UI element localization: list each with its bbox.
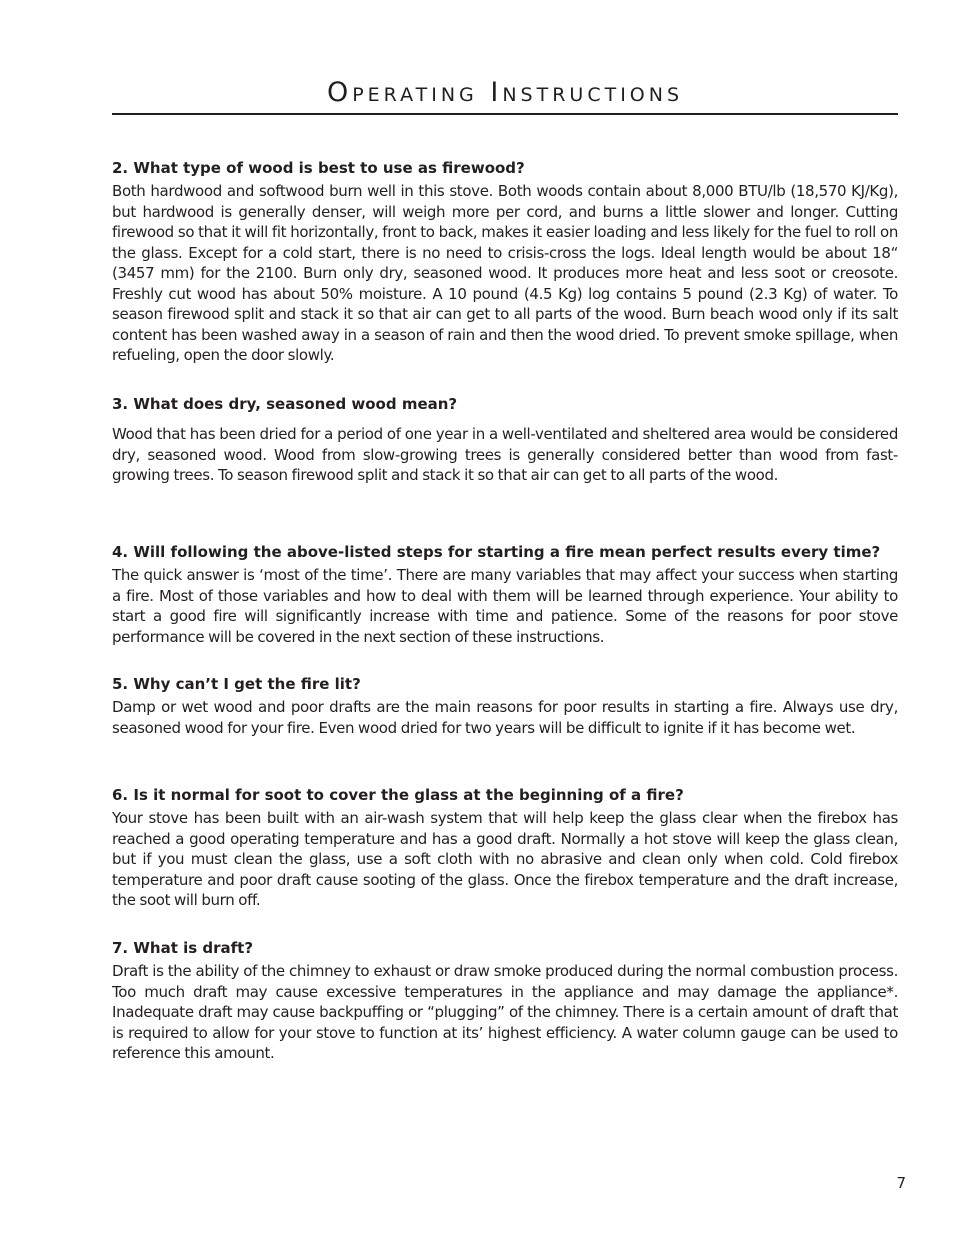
faq-section-draft [112, 938, 898, 1064]
faq-question: 7. What is draft? [112, 939, 254, 957]
title-divider [112, 113, 898, 115]
faq-section-wood-type [112, 158, 898, 366]
faq-question: 4. Will following the above-listed steps for starting a fire mean perfect results every time? [112, 543, 881, 561]
faq-section-seasoned-wood [112, 394, 898, 486]
faq-section-perfect-results [112, 542, 898, 647]
faq-question: 6. Is it normal for soot to cover the glass at the beginning of a fire? [112, 786, 684, 804]
faq-answer: The quick answer is ‘most of the time’. There are many variables that may affect your success when starting a fire. Most of those variables and how to deal with them will be learned through experience. Your ability to start a good fire will significantly increase with time and patience. Some of the reasons for poor stove performance will be covered in the next section of these instructions. [112, 566, 898, 646]
faq-answer: Damp or wet wood and poor drafts are the main reasons for poor results in starting a fire. Always use dry, seasoned wood for your fire. Even wood dried for two years will be difficult to ignite if it has become wet. [112, 698, 898, 737]
page-title: Operating Instructions [326, 77, 684, 108]
faq-question: 2. What type of wood is best to use as firewood? [112, 159, 525, 177]
faq-question: 5. Why can’t I get the fire lit? [112, 675, 361, 693]
faq-question: 3. What does dry, seasoned wood mean? [112, 395, 458, 413]
faq-answer: Your stove has been built with an air-wash system that will help keep the glass clear when the firebox has reached a good operating temperature and has a good draft. Normally a hot stove will keep the glass clean, but if you must clean the glass, use a soft cloth with no abrasive and clean only when cold. Cold firebox temperature and poor draft cause sooting of the glass. Once the firebox temperature and the draft increase, the soot will burn off. [112, 809, 898, 909]
faq-answer: Wood that has been dried for a period of one year in a well-ventilated and sheltered area would be considered dry, seasoned wood. Wood from slow-growing trees is generally considered better than wood from fast-growing trees. To season firewood split and stack it so that air can get to all parts of the wood. [112, 425, 898, 484]
faq-answer: Both hardwood and softwood burn well in this stove. Both woods contain about 8,000 BTU/lb (18,570 KJ/Kg), but hardwood is generally denser, will weigh more per cord, and burns a little slower and longer. Cutting firewood so that it will fit horizontally, front to back, makes it easier loading and less likely for the fuel to roll on the glass. Except for a cold start, there is no need to crisis-cross the logs. Ideal length would be about 18“ (3457 mm) for the 2100. Burn only dry, seasoned wood. It produces more heat and less soot or creosote. Freshly cut wood has about 50% moisture. A 10 pound (4.5 Kg) log contains 5 pound (2.3 Kg) of water. To season firewood split and stack it so that air can get to all parts of the wood. Burn beach wood only if its salt content has been washed away in a season of rain and then the wood dried. To prevent smoke spillage, when refueling, open the door slowly. [112, 182, 898, 364]
faq-answer: Draft is the ability of the chimney to exhaust or draw smoke produced during the normal combustion process. Too much draft may cause excessive temperatures in the appliance and may damage the appliance*. Inadequate draft may cause backpuffing or “plugging” of the chimney. There is a certain amount of draft that is required to allow for your stove to function at its’ highest efficiency. A water column gauge can be used to reference this amount. [112, 962, 898, 1062]
page-number: 7 [896, 1174, 906, 1192]
faq-section-soot-glass [112, 785, 898, 911]
faq-section-fire-lit [112, 674, 898, 738]
